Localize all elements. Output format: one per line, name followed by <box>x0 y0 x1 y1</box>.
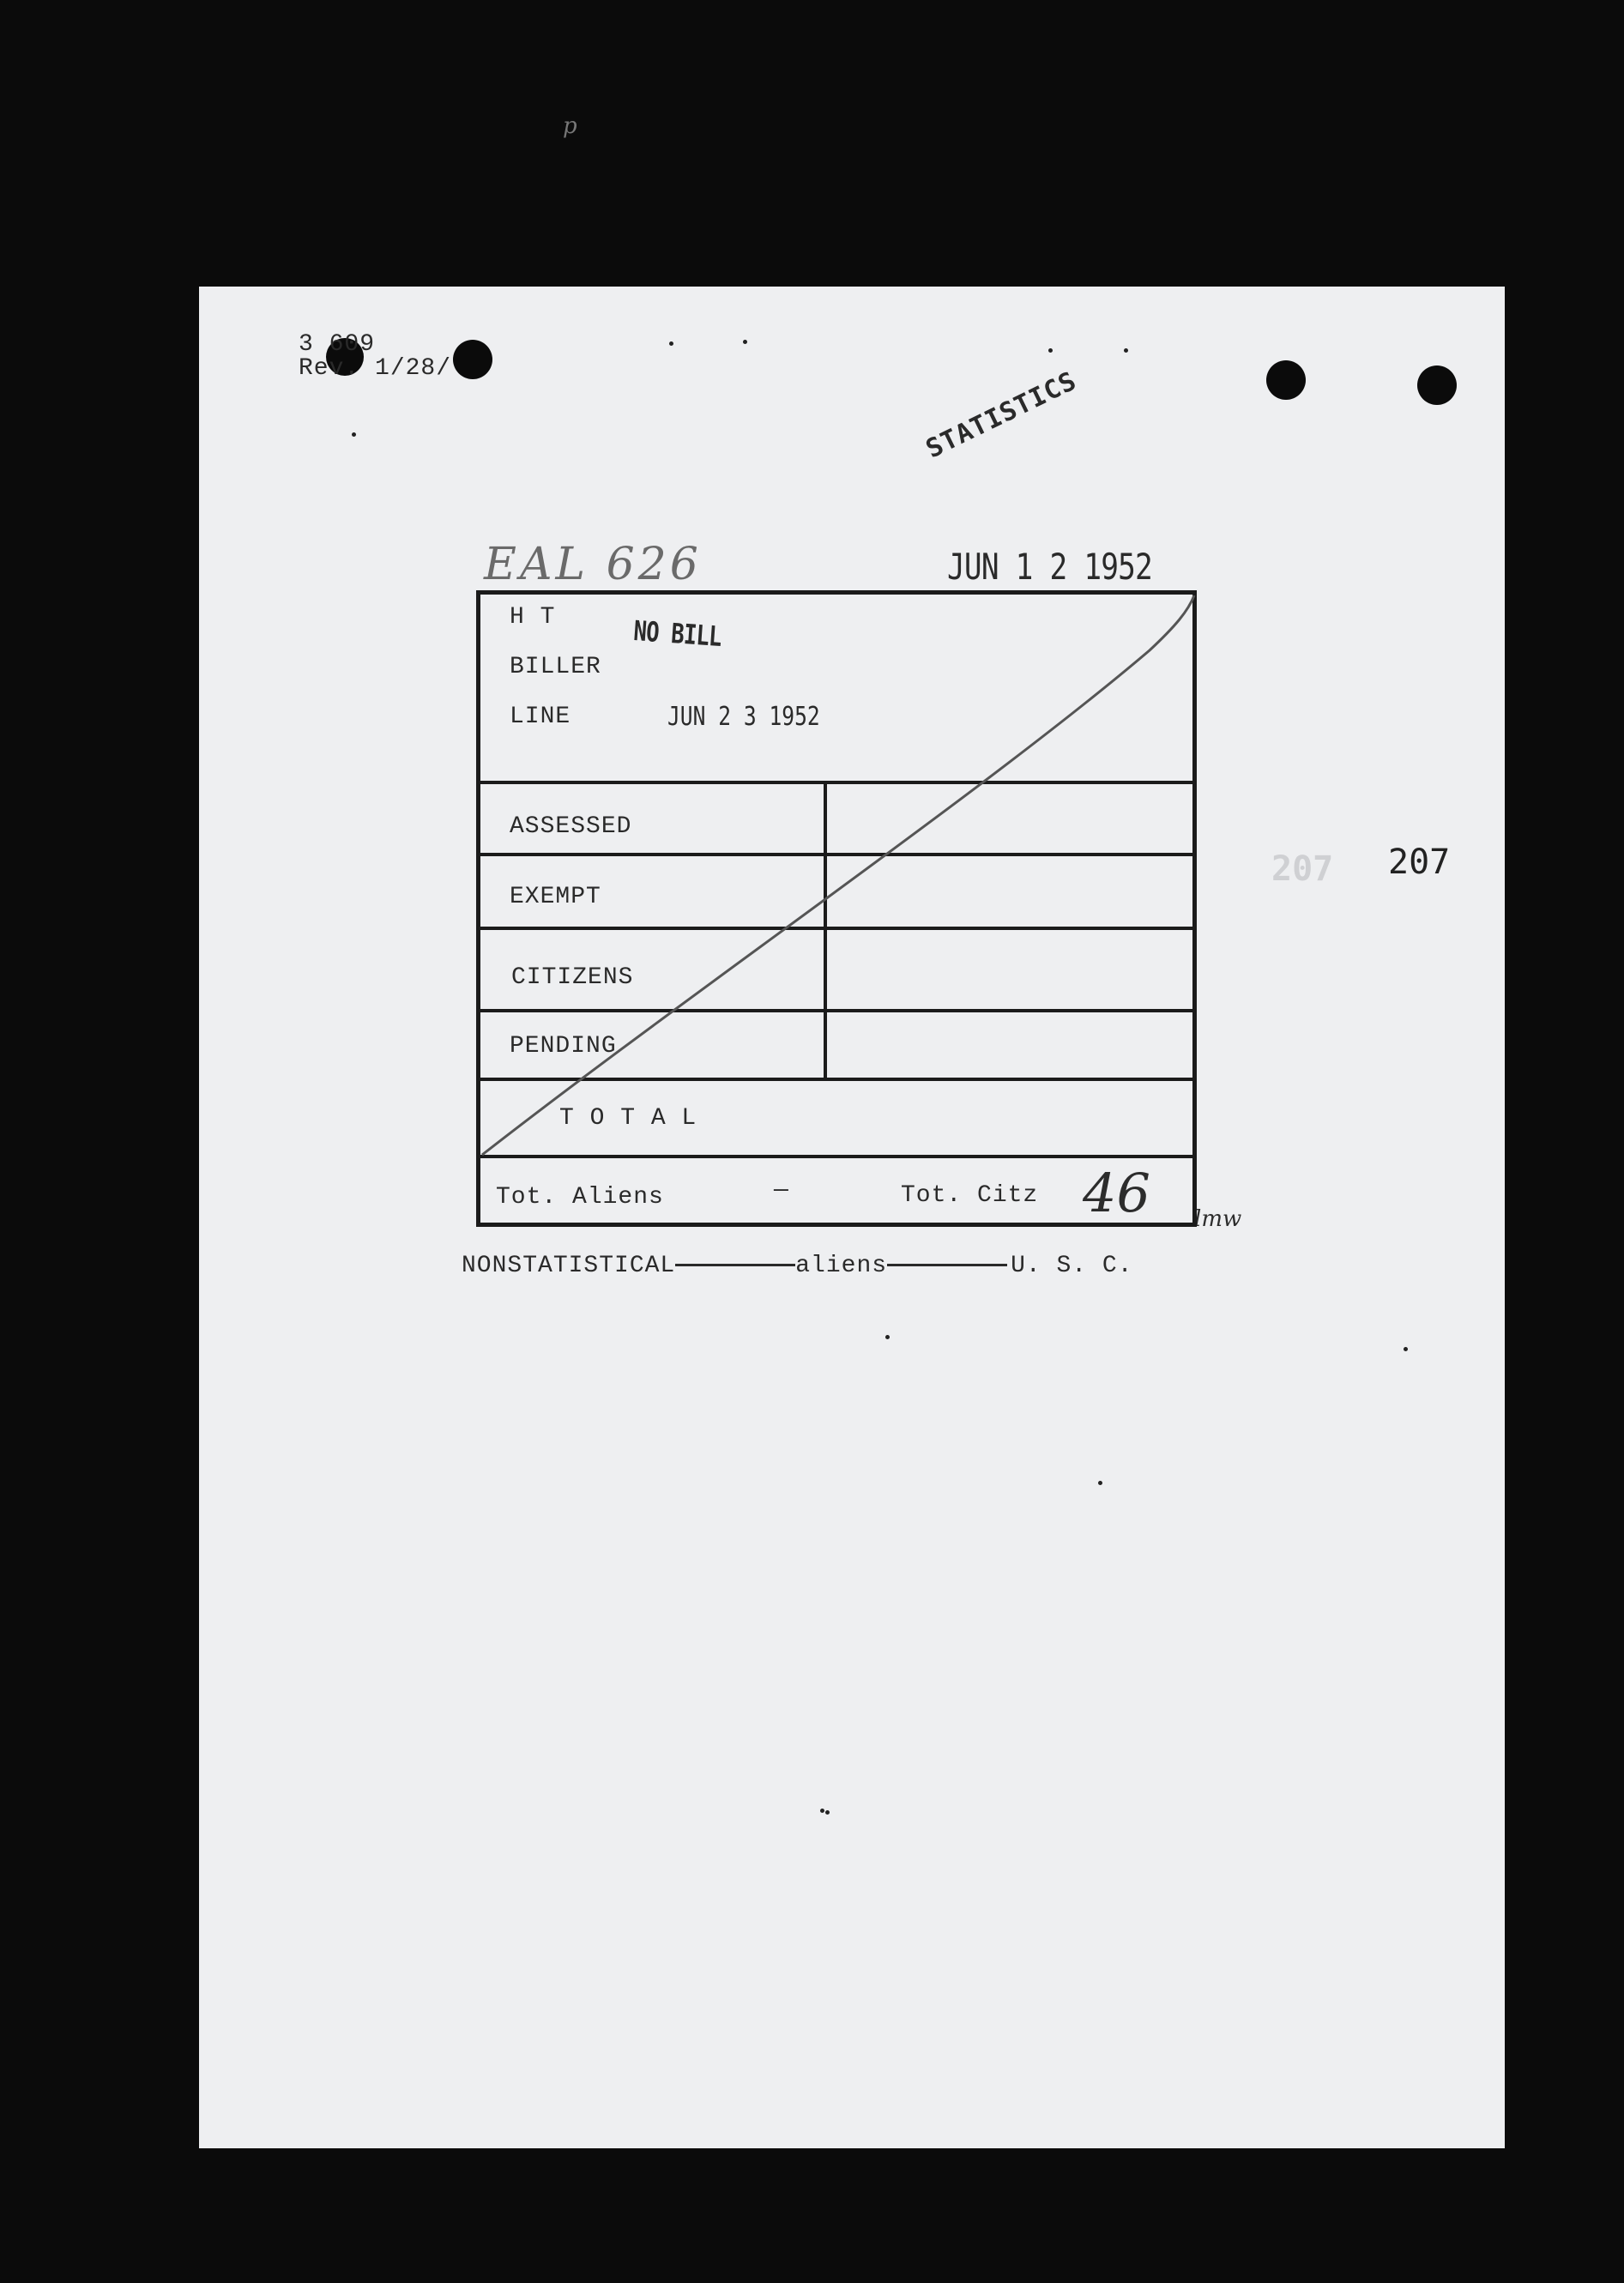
form-number: 3 609 <box>299 331 376 358</box>
handwritten-manifest: EAL 626 <box>484 539 702 590</box>
grid-line <box>476 853 1197 856</box>
speck <box>669 341 673 346</box>
punch-hole <box>1266 360 1306 400</box>
row-label-pending: PENDING <box>510 1033 617 1060</box>
row-label-citizens: CITIZENS <box>511 964 634 991</box>
row-label-exempt: EXEMPT <box>510 884 601 910</box>
speck <box>825 1810 830 1815</box>
date-stamp-top: JUN 1 2 1952 <box>947 546 1152 588</box>
row-label-assessed: ASSESSED <box>510 813 632 840</box>
grid-line <box>476 1078 1197 1081</box>
blank-line <box>675 1264 795 1266</box>
speck <box>743 340 747 344</box>
grid-line <box>476 781 1197 784</box>
tot-aliens-label: Tot. Aliens <box>496 1184 664 1211</box>
speck <box>1124 348 1128 353</box>
page-number-faint: 207 <box>1271 849 1334 889</box>
punch-hole <box>453 340 492 379</box>
speck <box>352 432 356 437</box>
no-bill-stamp: NO BILL <box>632 614 723 654</box>
handwritten-tot-citz: 46 <box>1083 1162 1150 1224</box>
nonstatistical-line <box>462 1253 1133 1279</box>
statistics-form-grid <box>476 590 1197 1227</box>
speck <box>1404 1347 1408 1351</box>
form-revision: Rev. 1/28/ <box>299 355 452 382</box>
speck <box>885 1335 890 1339</box>
grid-line <box>824 781 827 1078</box>
speck <box>1048 348 1053 353</box>
corner-mark: p <box>563 113 577 139</box>
total-label: T O T A L <box>559 1105 697 1132</box>
speck <box>820 1809 824 1813</box>
page-number: 207 <box>1388 843 1451 882</box>
grid-line <box>476 1009 1197 1012</box>
statistics-stamp: STATISTICS <box>921 365 1082 465</box>
date-stamp-line: JUN 2 3 1952 <box>667 702 820 732</box>
aliens-label: aliens <box>795 1253 888 1279</box>
speck <box>1098 1481 1102 1485</box>
blank-line <box>887 1264 1007 1266</box>
handwritten-initials: lmw <box>1194 1206 1242 1232</box>
grid-line <box>476 1155 1197 1158</box>
tot-aliens-value: — <box>774 1177 789 1204</box>
line-label: LINE <box>510 704 571 730</box>
biller-label: BILLER <box>510 654 601 680</box>
ht-label: H T <box>510 604 556 631</box>
tot-citz-label: Tot. Citz <box>901 1182 1039 1209</box>
grid-line <box>476 927 1197 930</box>
usc-label: U. S. C. <box>1011 1253 1133 1279</box>
nonstatistical-label: NONSTATISTICAL <box>462 1253 676 1279</box>
punch-hole <box>1417 365 1457 405</box>
